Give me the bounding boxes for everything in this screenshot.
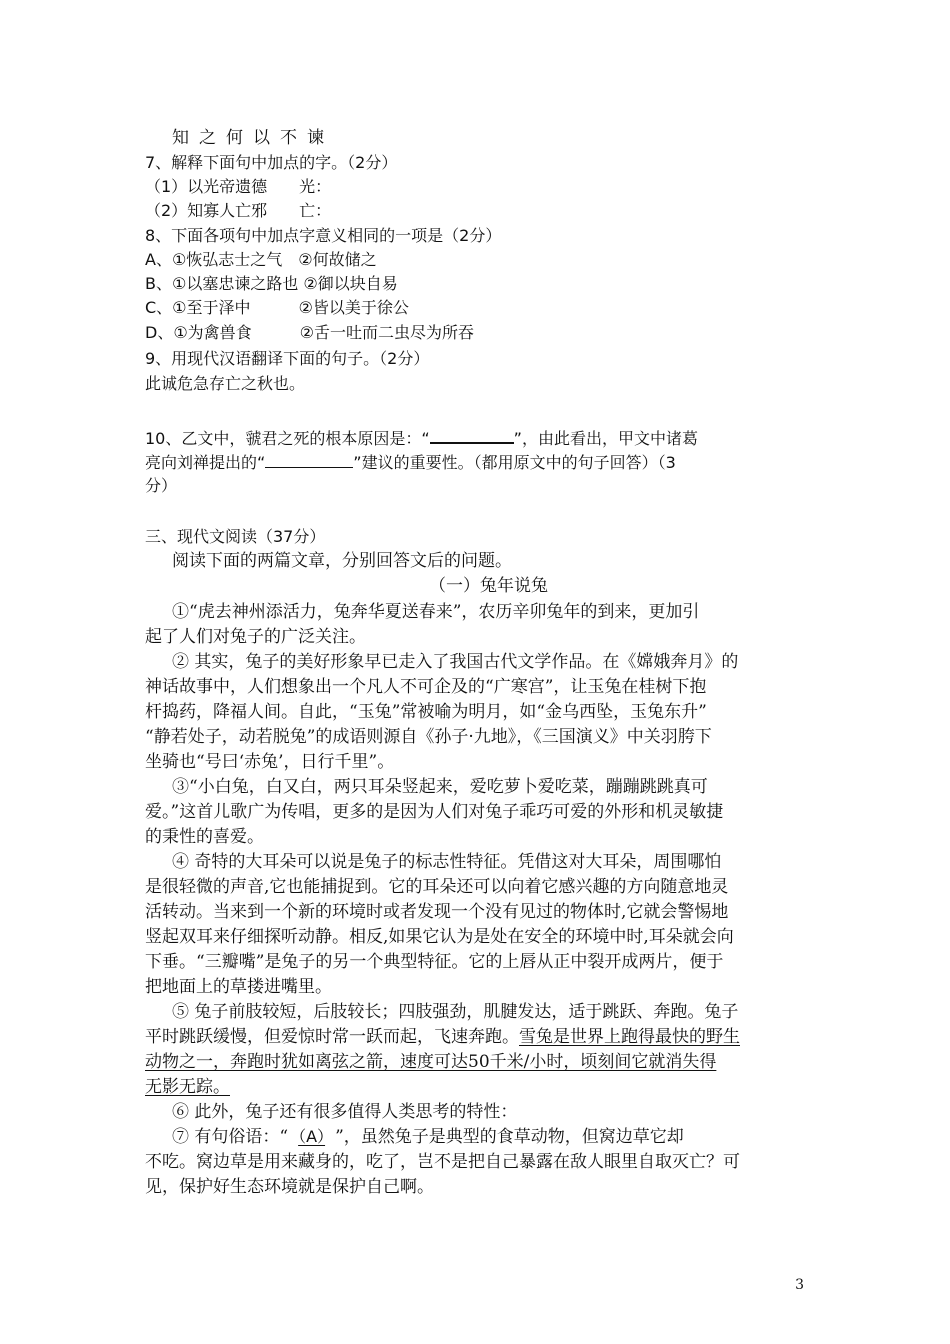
question-8-prompt: 8、下面各项句中加点字意义相同的一项是（2分） [145, 226, 502, 245]
answer-blank[interactable] [430, 424, 514, 444]
question-8-option-b: B、①以塞忠谏之路也 ②御以块自易 [145, 274, 398, 293]
paragraph-7-line: ⑦ 有句俗语：“ （A） ”，虽然兔子是典型的食草动物，但窝边草它却 [172, 1127, 684, 1147]
question-8-option-a: A、①恢弘志士之气 ②何故储之 [145, 250, 377, 269]
question-7-prompt: 7、解释下面句中加点的字。（2分） [145, 153, 398, 172]
question-10-line-3: 分） [145, 476, 178, 495]
underlined-sentence: 无影无踪。 [145, 1077, 230, 1097]
question-9-sentence: 此诚危急存亡之秋也。 [145, 374, 306, 393]
article-title: （一）兔年说兔 [429, 576, 548, 596]
question-7-item-2: （2）知寡人亡邪 亡： [145, 201, 332, 220]
classical-text-line: 知之何以不谏 [172, 128, 334, 148]
paragraph-3-line: 的秉性的喜爱。 [145, 827, 264, 847]
paragraph-4-line: 把地面上的草搂进嘴里。 [145, 977, 332, 997]
page-number: 3 [795, 1277, 804, 1293]
paragraph-4-line: 下垂。“三瓣嘴”是兔子的另一个典型特征。它的上唇从正中裂开成两片，便于 [145, 952, 724, 972]
paragraph-2-line: ② 其实，兔子的美好形象早已走入了我国古代文学作品。在《嫦娥奔月》的 [172, 652, 739, 672]
question-10-line-1: 10、乙文中，虢君之死的根本原因是：“ ”，由此看出，甲文中诸葛 [145, 424, 698, 448]
underlined-sentence: 动物之一，奔跑时犹如离弦之箭，速度可达50千米/小时，顷刻间它就消失得 [145, 1052, 717, 1072]
question-9-prompt: 9、用现代汉语翻译下面的句子。（2分） [145, 349, 430, 368]
paragraph-4-line: 活转动。当来到一个新的环境时或者发现一个没有见过的物体时,它就会警惕地 [145, 902, 729, 922]
paragraph-4-line: 竖起双耳来仔细探听动静。相反,如果它认为是处在安全的环境中时,耳朵就会向 [145, 927, 734, 947]
question-10-line-2: 亮向刘禅提出的“ ”建议的重要性。（都用原文中的句子回答）（3 [145, 449, 676, 473]
blank-a[interactable]: （A） [298, 1127, 326, 1146]
answer-blank[interactable] [265, 449, 353, 468]
paragraph-4-line: ④ 奇特的大耳朵可以说是兔子的标志性特征。凭借这对大耳朵，周围哪怕 [172, 852, 722, 872]
section-heading: 三、现代文阅读（37分） [145, 527, 326, 546]
question-8-option-c: C、①至于泽中 ②皆以美于徐公 [145, 298, 409, 317]
paragraph-2-line: “静若处子，动若脱兔”的成语则源自《孙子·九地》，《三国演义》中关羽胯下 [145, 727, 712, 747]
paragraph-1-line: ①“虎去神州添活力，兔奔华夏送春来”，农历辛卯兔年的到来，更加引 [172, 602, 700, 622]
paragraph-2-line: 杆捣药，降福人间。自此，“玉兔”常被喻为明月，如“金乌西坠，玉兔东升” [145, 702, 707, 722]
question-7-item-1: （1）以光帝遗德 光： [145, 177, 332, 196]
paragraph-3-line: 爱。”这首儿歌广为传唱，更多的是因为人们对兔子乖巧可爱的外形和机灵敏捷 [145, 802, 724, 822]
paragraph-7-line: 见，保护好生态环境就是保护自己啊。 [145, 1177, 434, 1197]
paragraph-4-line: 是很轻微的声音,它也能捕捉到。它的耳朵还可以向着它感兴趣的方向随意地灵 [145, 877, 729, 897]
paragraph-7-line: 不吃。窝边草是用来藏身的，吃了，岂不是把自己暴露在敌人眼里自取灭亡？可 [145, 1152, 740, 1172]
paragraph-2-line: 坐骑也“号曰‘赤兔’，日行千里”。 [145, 752, 395, 772]
question-8-option-d: D、①为禽兽食 ②舌一吐而二虫尽为所吞 [145, 323, 475, 342]
reading-instruction: 阅读下面的两篇文章，分别回答文后的问题。 [172, 551, 512, 571]
paragraph-3-line: ③“小白兔，白又白，两只耳朵竖起来，爱吃萝卜爱吃菜，蹦蹦跳跳真可 [172, 777, 708, 797]
paragraph-6-line: ⑥ 此外，兔子还有很多值得人类思考的特性： [172, 1102, 518, 1122]
paragraph-1-line: 起了人们对兔子的广泛关注。 [145, 627, 366, 647]
underlined-sentence: 雪兔是世界上跑得最快的野生 [519, 1027, 740, 1047]
paragraph-5-line: ⑤ 兔子前肢较短，后肢较长；四肢强劲，肌腱发达，适于跳跃、奔跑。兔子 [172, 1002, 739, 1022]
paragraph-5-line: 平时跳跃缓慢，但爱惊时常一跃而起，飞速奔跑。雪兔是世界上跑得最快的野生 [145, 1027, 740, 1047]
paragraph-2-line: 神话故事中，人们想象出一个凡人不可企及的“广寒宫”，让玉兔在桂树下抱 [145, 677, 707, 697]
